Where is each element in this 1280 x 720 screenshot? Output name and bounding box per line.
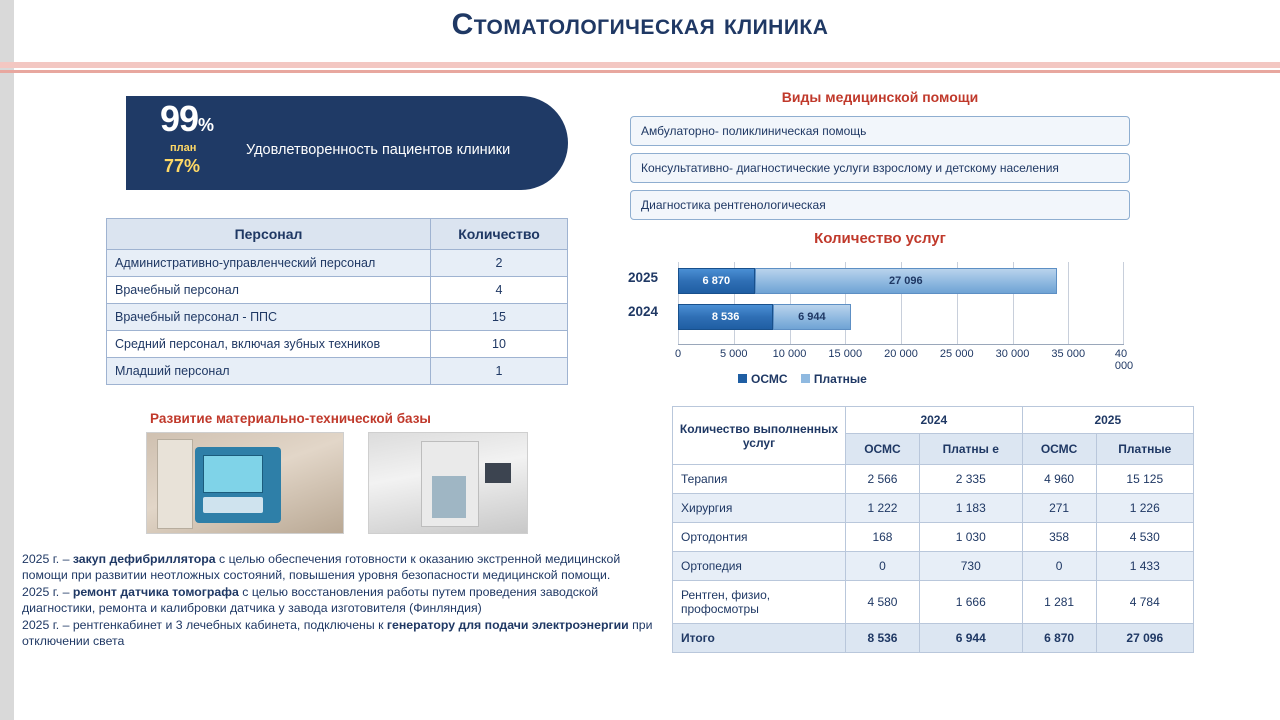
table-row [107,331,568,358]
table-row [673,552,1194,581]
material-base-title: Развитие материально-технической базы [150,411,431,426]
tomograph-photo [368,432,528,534]
xtick-0: 0 [674,348,682,360]
chart-legend [738,372,867,386]
satisfaction-unit: % [198,115,214,135]
xtick-1: 5 000 [719,348,748,360]
legend-swatch-paid [801,374,810,383]
services-table-header-row-1 [673,407,1194,434]
legend-label-osms: ОСМС [751,372,788,386]
service-value: 168 [846,523,920,552]
satisfaction-plan-value: 77% [164,156,201,176]
service-value: 1 226 [1096,494,1193,523]
services-corner-header: Количество выполненных услуг [673,407,846,465]
material-paragraph-1: 2025 г. – закуп дефибриллятора с целью обеспечения готовности к оказанию экстренной медицинской помощи при развитии неотложных состояний, повышения уровня безопасности медицинской помощи. [22,552,621,582]
xtick-6: 30 000 [995,348,1030,360]
services-sub-2025-osms: ОСМС [1022,434,1096,465]
service-name: Терапия [673,465,846,494]
legend-swatch-osms [738,374,747,383]
bar-2025-osms-label: 6 870 [678,268,755,294]
services-bar-chart [620,258,1140,398]
service-value: 4 580 [846,581,920,624]
satisfaction-caption: Удовлетворенность пациентов клиники [246,142,511,158]
staff-table-header-row [107,219,568,250]
service-value: 358 [1022,523,1096,552]
staff-count: 1 [431,358,568,385]
staff-count: 2 [431,250,568,277]
table-row [673,523,1194,552]
med-type-item: Консультативно- диагностические услуги взрослому и детскому населения [630,153,1130,183]
service-value: 4 960 [1022,465,1096,494]
service-value: 2 335 [919,465,1022,494]
material-base-text [22,552,657,651]
staff-count: 4 [431,277,568,304]
table-row [107,358,568,385]
med-types-title: Виды медицинской помощи [781,89,979,105]
table-row [673,581,1194,624]
service-value: 2 566 [846,465,920,494]
staff-table [106,218,568,385]
table-row [107,250,568,277]
service-name: Ортодонтия [673,523,846,552]
staff-col-personnel: Персонал [107,219,431,250]
xtick-7: 35 000 [1051,348,1086,360]
service-value: 15 125 [1096,465,1193,494]
services-sub-2024-paid: Платны е [919,434,1022,465]
med-type-item: Диагностика рентгенологическая [630,190,1130,220]
service-value: 4 530 [1096,523,1193,552]
service-value: 1 666 [919,581,1022,624]
staff-name: Административно-управленческий персонал [107,250,431,277]
service-value: 1 281 [1022,581,1096,624]
defibrillator-photo [146,432,344,534]
xtick-8: 40 000 [1114,348,1134,372]
chart-ytick-2025: 2025 [628,270,659,285]
service-value: 730 [919,552,1022,581]
table-row [673,494,1194,523]
staff-name: Средний персонал, включая зубных техников [107,331,431,358]
satisfaction-banner [126,96,568,190]
chart-plot-area [678,262,1124,344]
table-row [107,277,568,304]
satisfaction-plan-label: план [170,142,197,154]
chart-ytick-2024: 2024 [628,304,659,319]
service-value: 271 [1022,494,1096,523]
service-value: 0 [1022,552,1096,581]
service-value: 1 433 [1096,552,1193,581]
service-total-value: 6 944 [919,624,1022,653]
bar-2025 [678,268,1057,294]
service-total-value: 8 536 [846,624,920,653]
service-name: Ортопедия [673,552,846,581]
xtick-2: 10 000 [772,348,807,360]
service-total-value: 27 096 [1096,624,1193,653]
service-name: Хирургия [673,494,846,523]
xtick-5: 25 000 [939,348,974,360]
med-type-item: Амбулаторно- поликлиническая помощь [630,116,1130,146]
xtick-4: 20 000 [884,348,918,360]
service-value: 4 784 [1096,581,1193,624]
xtick-3: 15 000 [828,348,863,360]
equipment-photos [146,432,526,532]
table-row [107,304,568,331]
bar-2024 [678,304,851,330]
service-value: 1 030 [919,523,1022,552]
bar-2025-paid-label: 27 096 [755,268,1057,294]
title-divider [0,62,1280,73]
table-row [673,465,1194,494]
legend-label-paid: Платные [813,372,867,386]
staff-count: 10 [431,331,568,358]
services-year-2024: 2024 [846,407,1023,434]
services-sub-2024-osms: ОСМС [846,434,920,465]
services-sub-2025-paid: Платные [1096,434,1193,465]
staff-name: Врачебный персонал [107,277,431,304]
satisfaction-number: 99 [160,98,199,139]
service-value: 1 183 [919,494,1022,523]
staff-name: Врачебный персонал - ППС [107,304,431,331]
page-title: Стоматологическая клиника [451,8,829,41]
service-total-value: 6 870 [1022,624,1096,653]
material-paragraph-3: 2025 г. – рентгенкабинет и 3 лечебных кабинета, подключены к генератору для подачи электроэнергии при отключении света [22,618,653,648]
chart-title: Количество услуг [814,230,946,247]
staff-name: Младший персонал [107,358,431,385]
service-value: 0 [846,552,920,581]
staff-col-count: Количество [431,219,568,250]
staff-count: 15 [431,304,568,331]
services-year-2025: 2025 [1022,407,1193,434]
left-sidebar-strip [0,0,14,720]
bar-2024-paid-label: 6 944 [773,304,850,330]
table-row-total [673,624,1194,653]
material-paragraph-2: 2025 г. – ремонт датчика томографа с целью восстановления работы путем проведения заводской диагностики, ремонта и калибровки датчика у завода изготовителя (Финляндия) [22,585,599,615]
service-name: Рентген, физио, профосмотры [673,581,846,624]
service-value: 1 222 [846,494,920,523]
satisfaction-value [160,98,213,140]
services-table [672,406,1194,653]
service-name-total: Итого [673,624,846,653]
chart-x-axis [678,344,1124,345]
chart-x-ticks [620,348,1140,372]
bar-2024-osms-label: 8 536 [678,304,773,330]
